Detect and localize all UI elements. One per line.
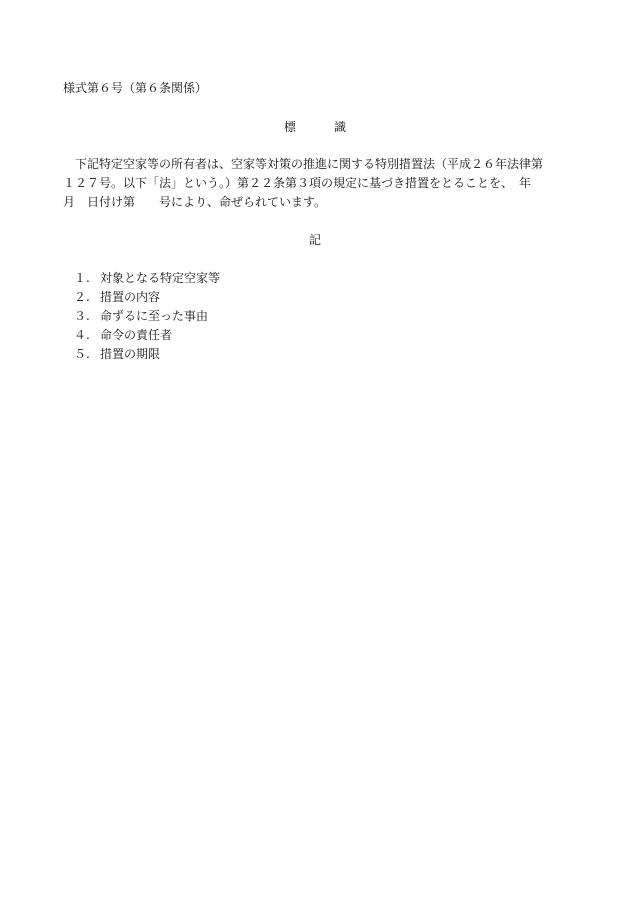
body-paragraph (63, 155, 563, 212)
item-number: １. (74, 271, 90, 285)
item-number: ３. (74, 309, 90, 323)
item-number: ２. (74, 290, 90, 304)
list-item (74, 269, 220, 288)
form-number: 様式第６号（第６条関係） (63, 81, 208, 95)
document-title (0, 118, 630, 137)
list-item (74, 326, 220, 345)
title-char-1: 標 (283, 120, 296, 134)
item-label: 措置の内容 (100, 290, 161, 304)
body-line: １２７号。以下「法」という。）第２２条第３項の規定に基づき措置をとることを、 年 (63, 176, 532, 190)
item-label: 命令の責任者 (100, 328, 173, 342)
list-item (74, 307, 220, 326)
list-item (74, 345, 220, 364)
title-char-2: 識 (334, 120, 347, 134)
body-line: 下記特定空家等の所有者は、空家等対策の推進に関する特別措置法（平成２６年法律第 (63, 157, 544, 171)
item-number: ５. (74, 347, 90, 361)
item-label: 措置の期限 (100, 347, 161, 361)
item-label: 対象となる特定空家等 (100, 271, 221, 285)
list-item (74, 288, 220, 307)
notes-heading: 記 (308, 233, 321, 247)
body-line: 月 日付け第 号により、命ぜられています。 (63, 195, 327, 209)
item-number: ４. (74, 328, 90, 342)
notes-list (74, 269, 220, 364)
item-label: 命ずるに至った事由 (100, 309, 209, 323)
